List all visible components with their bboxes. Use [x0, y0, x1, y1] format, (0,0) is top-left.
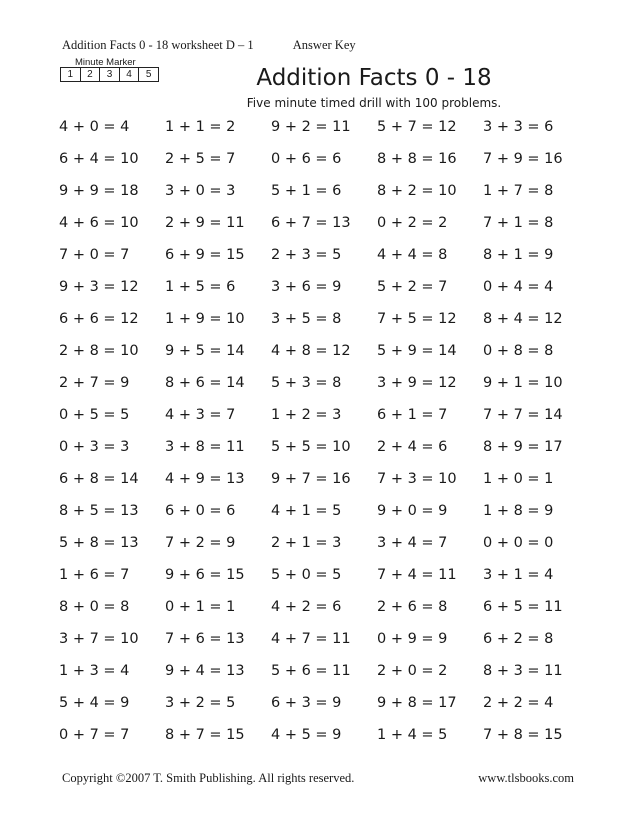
problem-cell: 4 + 8 = 12 [271, 343, 351, 359]
problem-cell: 9 + 1 = 10 [483, 375, 563, 391]
page-title: Addition Facts 0 - 18 [256, 65, 492, 91]
problem-cell: 4 + 0 = 4 [59, 119, 130, 135]
problem-cell: 6 + 8 = 14 [59, 471, 139, 487]
problem-cell: 0 + 9 = 9 [377, 631, 448, 647]
problem-cell: 6 + 1 = 7 [377, 407, 448, 423]
minute-box: 1 [67, 69, 74, 80]
problem-cell: 1 + 5 = 6 [165, 279, 236, 295]
problem-cell: 6 + 4 = 10 [59, 151, 139, 167]
problem-cell: 0 + 0 = 0 [483, 535, 554, 551]
problem-cell: 0 + 4 = 4 [483, 279, 554, 295]
minute-box: 2 [80, 68, 100, 81]
problem-cell: 4 + 2 = 6 [271, 599, 342, 615]
problem-cell: 2 + 8 = 10 [59, 343, 139, 359]
problem-cell: 3 + 9 = 12 [377, 375, 457, 391]
website-link[interactable]: www.tlsbooks.com [478, 771, 574, 785]
problem-cell: 7 + 0 = 7 [59, 247, 130, 263]
problem-cell: 3 + 0 = 3 [165, 183, 236, 199]
problem-cell: 7 + 3 = 10 [377, 471, 457, 487]
worksheet-label: Addition Facts 0 - 18 worksheet D – 1 [62, 38, 254, 52]
worksheet-header [62, 38, 356, 53]
problem-cell: 2 + 7 = 9 [59, 375, 130, 391]
problem-cell: 0 + 5 = 5 [59, 407, 130, 423]
problem-cell: 6 + 5 = 11 [483, 599, 563, 615]
problem-cell: 3 + 4 = 7 [377, 535, 448, 551]
minute-marker-label: Minute Marker [75, 57, 136, 68]
problem-cell: 9 + 9 = 18 [59, 183, 139, 199]
problem-cell: 1 + 2 = 3 [271, 407, 342, 423]
minute-box: 5 [138, 68, 158, 81]
problem-cell: 1 + 7 = 8 [483, 183, 554, 199]
problem-cell: 2 + 0 = 2 [377, 663, 448, 679]
problem-cell: 8 + 3 = 11 [483, 663, 563, 679]
problem-cell: 0 + 2 = 2 [377, 215, 448, 231]
problem-cell: 8 + 8 = 16 [377, 151, 457, 167]
problem-cell: 0 + 1 = 1 [165, 599, 236, 615]
problem-cell: 5 + 8 = 13 [59, 535, 139, 551]
problem-cell: 9 + 4 = 13 [165, 663, 245, 679]
problem-cell: 7 + 2 = 9 [165, 535, 236, 551]
problem-cell: 5 + 1 = 6 [271, 183, 342, 199]
minute-box: 3 [99, 68, 119, 81]
problem-cell: 4 + 7 = 11 [271, 631, 351, 647]
problem-cell: 8 + 6 = 14 [165, 375, 245, 391]
problem-cell: 1 + 6 = 7 [59, 567, 130, 583]
problem-cell: 3 + 7 = 10 [59, 631, 139, 647]
problem-cell: 9 + 8 = 17 [377, 695, 457, 711]
page-subtitle: Five minute timed drill with 100 problems. [246, 96, 502, 110]
problem-cell: 2 + 9 = 11 [165, 215, 245, 231]
problem-cell: 3 + 6 = 9 [271, 279, 342, 295]
problem-cell: 5 + 3 = 8 [271, 375, 342, 391]
problem-cell: 2 + 1 = 3 [271, 535, 342, 551]
problem-cell: 1 + 9 = 10 [165, 311, 245, 327]
problem-cell: 6 + 6 = 12 [59, 311, 139, 327]
problem-cell: 4 + 1 = 5 [271, 503, 342, 519]
problem-cell: 8 + 0 = 8 [59, 599, 130, 615]
problem-cell: 3 + 2 = 5 [165, 695, 236, 711]
problem-cell: 1 + 4 = 5 [377, 727, 448, 743]
problem-cell: 2 + 2 = 4 [483, 695, 554, 711]
problem-cell: 5 + 7 = 12 [377, 119, 457, 135]
problem-cell: 4 + 9 = 13 [165, 471, 245, 487]
problem-cell: 8 + 2 = 10 [377, 183, 457, 199]
problem-cell: 1 + 3 = 4 [59, 663, 130, 679]
problem-cell: 3 + 1 = 4 [483, 567, 554, 583]
problem-cell: 8 + 5 = 13 [59, 503, 139, 519]
problem-cell: 1 + 1 = 2 [165, 119, 236, 135]
problem-cell: 3 + 3 = 6 [483, 119, 554, 135]
problem-cell: 2 + 5 = 7 [165, 151, 236, 167]
problem-cell: 7 + 8 = 15 [483, 727, 563, 743]
problem-cell: 5 + 5 = 10 [271, 439, 351, 455]
answer-key-label: Answer Key [292, 38, 356, 52]
problem-cell: 6 + 7 = 13 [271, 215, 351, 231]
problem-cell: 2 + 4 = 6 [377, 439, 448, 455]
problem-cell: 9 + 6 = 15 [165, 567, 245, 583]
problem-cell: 6 + 2 = 8 [483, 631, 554, 647]
problem-cell: 0 + 7 = 7 [59, 727, 130, 743]
problem-cell: 4 + 5 = 9 [271, 727, 342, 743]
problem-cell: 4 + 3 = 7 [165, 407, 236, 423]
problem-cell: 7 + 5 = 12 [377, 311, 457, 327]
problem-cell: 6 + 3 = 9 [271, 695, 342, 711]
problem-cell: 9 + 0 = 9 [377, 503, 448, 519]
problem-cell: 4 + 6 = 10 [59, 215, 139, 231]
problem-cell: 5 + 0 = 5 [271, 567, 342, 583]
problem-cell: 5 + 2 = 7 [377, 279, 448, 295]
problem-cell: 6 + 0 = 6 [165, 503, 236, 519]
problem-cell: 5 + 9 = 14 [377, 343, 457, 359]
problem-cell: 7 + 9 = 16 [483, 151, 563, 167]
problem-cell: 1 + 8 = 9 [483, 503, 554, 519]
problem-cell: 8 + 7 = 15 [165, 727, 245, 743]
problem-cell: 9 + 3 = 12 [59, 279, 139, 295]
problem-cell: 9 + 2 = 11 [271, 119, 351, 135]
problem-grid [59, 118, 589, 758]
problem-cell: 0 + 3 = 3 [59, 439, 130, 455]
problem-cell: 6 + 9 = 15 [165, 247, 245, 263]
problem-cell: 5 + 6 = 11 [271, 663, 351, 679]
copyright-notice: Copyright ©2007 T. Smith Publishing. All rights reserved. [62, 771, 355, 785]
problem-cell: 3 + 8 = 11 [165, 439, 245, 455]
problem-cell: 5 + 4 = 9 [59, 695, 130, 711]
problem-cell: 7 + 6 = 13 [165, 631, 245, 647]
problem-cell: 9 + 5 = 14 [165, 343, 245, 359]
problem-cell: 9 + 7 = 16 [271, 471, 351, 487]
problem-cell: 8 + 9 = 17 [483, 439, 563, 455]
problem-cell: 2 + 3 = 5 [271, 247, 342, 263]
problem-cell: 2 + 6 = 8 [377, 599, 448, 615]
problem-cell: 1 + 0 = 1 [483, 471, 554, 487]
minute-box: 4 [119, 68, 139, 81]
problem-cell: 0 + 8 = 8 [483, 343, 554, 359]
problem-cell: 3 + 5 = 8 [271, 311, 342, 327]
problem-cell: 7 + 4 = 11 [377, 567, 457, 583]
problem-cell: 0 + 6 = 6 [271, 151, 342, 167]
problem-cell: 7 + 7 = 14 [483, 407, 563, 423]
problem-cell: 8 + 4 = 12 [483, 311, 563, 327]
problem-cell: 8 + 1 = 9 [483, 247, 554, 263]
problem-cell: 4 + 4 = 8 [377, 247, 448, 263]
problem-cell: 7 + 1 = 8 [483, 215, 554, 231]
